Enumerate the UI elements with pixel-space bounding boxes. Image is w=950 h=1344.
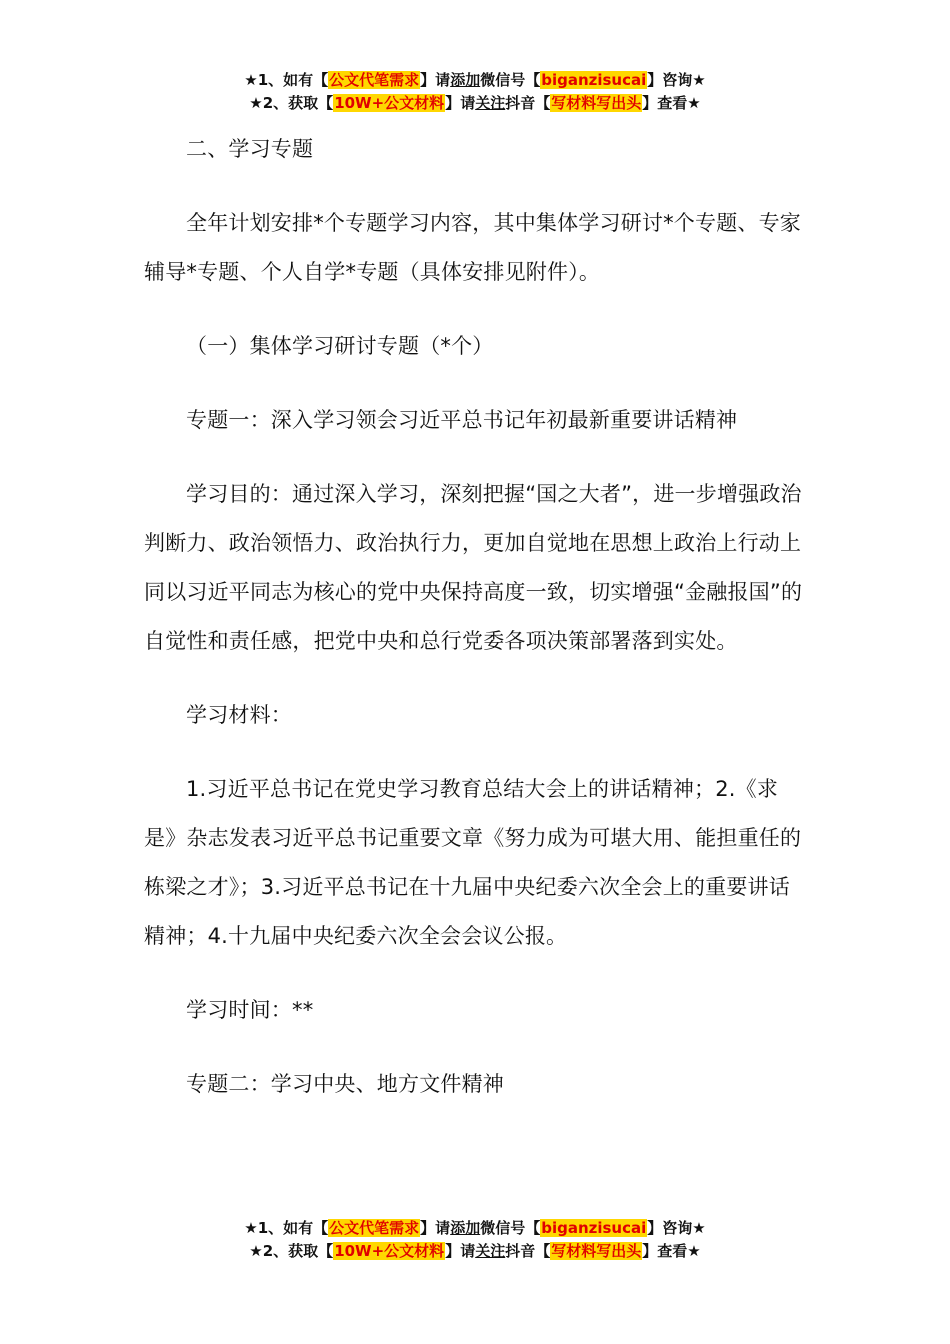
star-icon: ★	[244, 1219, 258, 1237]
promo-text: 】请	[420, 71, 451, 89]
star-icon: ★	[244, 71, 258, 89]
topic1-materials-label: 学习材料：	[186, 703, 292, 727]
promo-text: 】请	[445, 94, 476, 112]
promo-text: 1、如有【	[257, 71, 329, 89]
promo-line-1	[0, 69, 950, 92]
star-icon: ★	[249, 94, 263, 112]
promo-highlight-wechat-id: biganzisucai	[541, 1219, 647, 1237]
promo-text: 】查看★	[642, 1242, 701, 1260]
topic2-title: 专题二：学习中央、地方文件精神	[186, 1072, 504, 1096]
promo-text: 】咨询★	[647, 1219, 706, 1237]
promo-text: 1、如有【	[257, 1219, 329, 1237]
promo-keyword-add: 添加	[450, 1219, 481, 1237]
section-heading: 二、学习专题	[186, 137, 314, 161]
topic1-materials: 1.习近平总书记在党史学习教育总结大会上的讲话精神；2.《求是》杂志发表习近平总书记重要文章《努力成为可堪大用、能担重任的栋梁之才》；3.习近平总书记在十九届中央纪委六次全会上的重要讲话精神；4.十九届中央纪委六次全会会议公报。	[144, 777, 802, 948]
promo-highlight-douyin: 写材料写出头	[551, 1242, 642, 1260]
topic1-goal: 学习目的：通过深入学习，深刻把握“国之大者”，进一步增强政治判断力、政治领悟力、政治执行力，更加自觉地在思想上政治上行动上同以习近平同志为核心的党中央保持高度一致，切实增强“金融报国”的自觉性和责任感，把党中央和总行党委各项决策部署落到实处。	[144, 482, 803, 653]
promo-highlight-service: 公文代笔需求	[329, 71, 420, 89]
promo-text: 抖音【	[505, 1242, 551, 1260]
star-icon: ★	[249, 1242, 263, 1260]
document-body	[144, 125, 808, 1109]
intro-paragraph: 全年计划安排*个专题学习内容，其中集体学习研讨*个专题、专家辅导*专题、个人自学*专题（具体安排见附件）。	[144, 211, 801, 284]
promo-highlight-materials: 10W+公文材料	[334, 94, 445, 112]
bottom-promo-banner	[0, 1217, 950, 1263]
promo-highlight-materials: 10W+公文材料	[334, 1242, 445, 1260]
promo-text: 】查看★	[642, 94, 701, 112]
topic1-time: 学习时间：**	[186, 998, 314, 1022]
promo-highlight-wechat-id: biganzisucai	[541, 71, 647, 89]
promo-keyword-follow: 关注	[475, 94, 506, 112]
promo-text: 抖音【	[505, 94, 551, 112]
promo-line-2	[0, 92, 950, 115]
topic1-title: 专题一：深入学习领会习近平总书记年初最新重要讲话精神	[186, 408, 738, 432]
promo-highlight-service: 公文代笔需求	[329, 1219, 420, 1237]
subsection-heading: （一）集体学习研讨专题（*个）	[186, 334, 494, 358]
promo-text: 】请	[420, 1219, 451, 1237]
promo-text: 】请	[445, 1242, 476, 1260]
promo-line-1	[0, 1217, 950, 1240]
promo-line-2	[0, 1240, 950, 1263]
top-promo-banner	[0, 69, 950, 115]
promo-text: 2、获取【	[262, 1242, 334, 1260]
promo-text: 2、获取【	[262, 94, 334, 112]
promo-text: 】咨询★	[647, 71, 706, 89]
promo-text: 微信号【	[480, 1219, 541, 1237]
promo-keyword-add: 添加	[450, 71, 481, 89]
promo-highlight-douyin: 写材料写出头	[551, 94, 642, 112]
promo-text: 微信号【	[480, 71, 541, 89]
promo-keyword-follow: 关注	[475, 1242, 506, 1260]
